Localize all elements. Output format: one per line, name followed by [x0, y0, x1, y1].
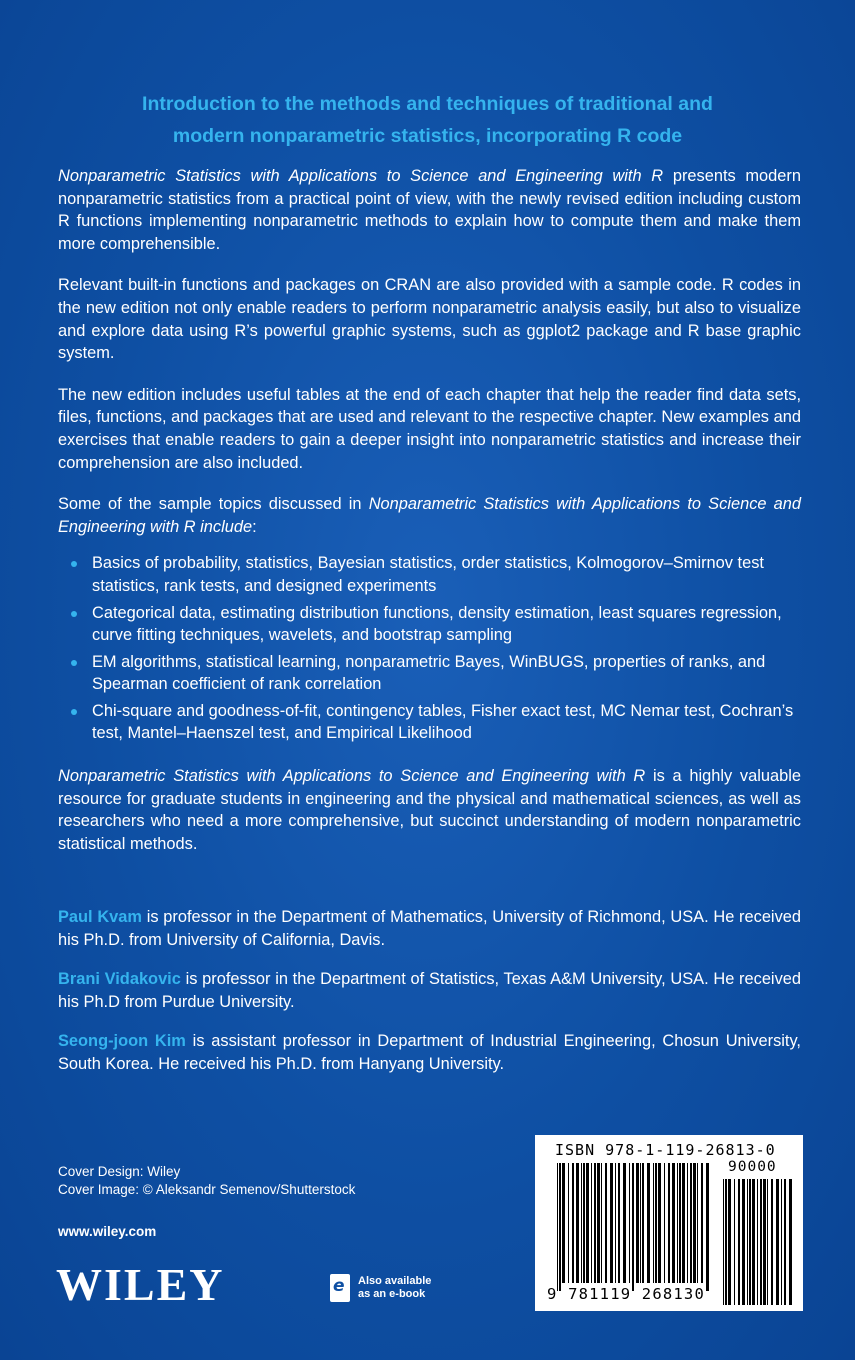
bullet-icon: [71, 561, 77, 567]
barcode-digits: 9 781119 268130: [547, 1285, 705, 1303]
author-name: Brani Vidakovic: [58, 970, 181, 989]
barcode-bar: [557, 1163, 558, 1291]
headline-line-2: modern nonparametric statistics, incorporating R code: [172, 125, 683, 147]
barcode-bar: [640, 1163, 641, 1283]
barcode-bar: [706, 1163, 709, 1291]
headline: [90, 88, 765, 152]
ebook-notice: Also available as an e-book: [358, 1275, 432, 1300]
barcode-bar: [742, 1179, 745, 1305]
barcode-bar: [749, 1179, 751, 1305]
author-bio: Brani Vidakovic is professor in the Department of Statistics, Texas A&M University, USA. He received his Ph.D from Purdue University.: [58, 970, 801, 1011]
cover-design-credit: Cover Design: Wiley: [58, 1164, 181, 1179]
paragraph-5: Nonparametric Statistics with Applications to Science and Engineering with R is a highly valuable resource for graduate students in engineering and the physical and mathematical sciences, as well as researchers who need a more comprehensive, but succinct understanding of modern nonparametric statistical methods.: [58, 767, 801, 853]
barcode-bar: [581, 1163, 582, 1283]
barcode-bar: [728, 1179, 731, 1305]
book-title: Nonparametric Statistics with Applications to Science and Engineering with R include: [58, 495, 802, 536]
author-bio: Paul Kvam is professor in the Department of Mathematics, University of Richmond, USA. He received his Ph.D. from University of California, Davis.: [58, 908, 801, 949]
author-bio: Seong-joon Kim is assistant professor in Department of Industrial Engineering, Chosun University, South Korea. He received his Ph.D. from Hanyang University.: [58, 1032, 801, 1073]
barcode-bar: [690, 1163, 692, 1283]
publisher-logo: WILEY: [56, 1259, 225, 1310]
barcode-bar: [687, 1163, 688, 1283]
barcode-bar: [559, 1163, 561, 1291]
barcode-bar: [701, 1163, 703, 1283]
barcode-bar: [586, 1163, 589, 1283]
topic-list: [58, 552, 801, 745]
book-title: Nonparametric Statistics with Applications to Science and Engineering with R: [58, 167, 664, 185]
barcode-bar: [682, 1163, 685, 1283]
barcode-bar: [658, 1163, 661, 1283]
barcode: [535, 1135, 803, 1311]
barcode-bar: [597, 1163, 600, 1283]
description: [58, 165, 801, 874]
barcode-bar: [776, 1179, 779, 1305]
author-bios: [58, 906, 801, 1093]
barcode-bar: [618, 1163, 620, 1283]
barcode-bar: [771, 1179, 773, 1305]
barcode-bar: [647, 1163, 650, 1283]
barcode-bar: [763, 1179, 766, 1305]
barcode-bar: [601, 1163, 602, 1283]
barcode-bar: [610, 1163, 613, 1283]
barcode-bar: [629, 1163, 630, 1283]
cover-image-credit: Cover Image: © Aleksandr Semenov/Shutterstock: [58, 1182, 356, 1197]
barcode-bar: [725, 1179, 727, 1305]
price-addon-bars: [723, 1179, 792, 1305]
paragraph-3: The new edition includes useful tables at the end of each chapter that help the reader find data sets, files, functions, and packages that are used and relevant to the respective chapter. New examples and exercises that enable readers to gain a deeper insight into nonparametric statistics and increase their comprehension are also included.: [58, 385, 801, 472]
list-item: Chi-square and goodness-of-fit, contingency tables, Fisher exact test, MC Nemar test, Cochran’s test, Mantel–Haenszel test, and Empirical Likelihood: [58, 700, 801, 745]
barcode-bar: [672, 1163, 675, 1283]
barcode-bar: [605, 1163, 607, 1283]
barcode-bar: [677, 1163, 678, 1283]
barcode-bar: [679, 1163, 681, 1283]
barcode-bar: [576, 1163, 579, 1283]
bullet-icon: [71, 660, 77, 666]
barcode-bar: [781, 1179, 782, 1305]
list-item: Categorical data, estimating distribution functions, density estimation, least squares regression, curve fitting techniques, wavelets, and bootstrap sampling: [58, 602, 801, 647]
barcode-bar: [760, 1179, 762, 1305]
price-code: 90000: [728, 1159, 777, 1175]
barcode-bar: [623, 1163, 626, 1283]
book-title: Nonparametric Statistics with Applications to Science and Engineering with R: [58, 767, 646, 786]
barcode-bar: [789, 1179, 792, 1305]
barcode-bar: [697, 1163, 698, 1283]
author-name: Seong-joon Kim: [58, 1032, 186, 1051]
bullet-icon: [71, 611, 77, 617]
barcode-bar: [734, 1179, 735, 1305]
website-url: www.wiley.com: [58, 1224, 157, 1239]
barcode-bar: [752, 1179, 755, 1305]
barcode-bar: [562, 1163, 565, 1283]
barcode-bar: [655, 1163, 657, 1283]
barcode-bar: [664, 1163, 665, 1283]
barcode-bar: [767, 1179, 768, 1305]
barcode-bar: [632, 1163, 634, 1291]
author-name: Paul Kvam: [58, 908, 142, 926]
barcode-bar: [572, 1163, 574, 1283]
cover-credits: [58, 1163, 355, 1199]
barcode-bar: [668, 1163, 670, 1283]
barcode-bar: [757, 1179, 758, 1305]
barcode-bar: [784, 1179, 786, 1305]
barcode-bar: [636, 1163, 639, 1283]
barcode-bar: [642, 1163, 644, 1283]
list-item: EM algorithms, statistical learning, nonparametric Bayes, WinBUGS, properties of ranks, and Spearman coefficient of rank correlation: [58, 651, 801, 696]
paragraph-1: Nonparametric Statistics with Applications to Science and Engineering with R presents modern nonparametric statistics from a practical point of view, with the newly revised edition including custom R functions implementing nonparametric methods to explain how to compute them and make them more comprehensible.: [58, 167, 801, 253]
barcode-bar: [738, 1179, 740, 1305]
barcode-bar: [583, 1163, 585, 1283]
ean-bars: [557, 1163, 709, 1291]
barcode-bar: [747, 1179, 748, 1305]
paragraph-4: Some of the sample topics discussed in Nonparametric Statistics with Applications to Science and Engineering with R include:: [58, 495, 802, 536]
bullet-icon: [71, 709, 77, 715]
barcode-bar: [615, 1163, 616, 1283]
list-item: Basics of probability, statistics, Bayesian statistics, order statistics, Kolmogorov–Smirnov test statistics, rank tests, and designed experiments: [58, 552, 801, 597]
barcode-bar: [594, 1163, 596, 1283]
ebook-icon: [330, 1274, 350, 1302]
isbn-label: ISBN 978-1-119-26813-0: [555, 1141, 776, 1159]
barcode-bar: [693, 1163, 696, 1283]
paragraph-2: Relevant built-in functions and packages on CRAN are also provided with a sample code. R codes in the new edition not only enable readers to perform nonparametric analysis easily, but also to visualize and explore data using R’s powerful graphic systems, such as ggplot2 package and R base graphic system.: [58, 276, 801, 363]
barcode-bar: [568, 1163, 569, 1283]
headline-line-1: Introduction to the methods and techniques of traditional and: [142, 93, 713, 115]
barcode-bar: [723, 1179, 724, 1305]
barcode-bar: [653, 1163, 654, 1283]
barcode-bar: [591, 1163, 592, 1283]
